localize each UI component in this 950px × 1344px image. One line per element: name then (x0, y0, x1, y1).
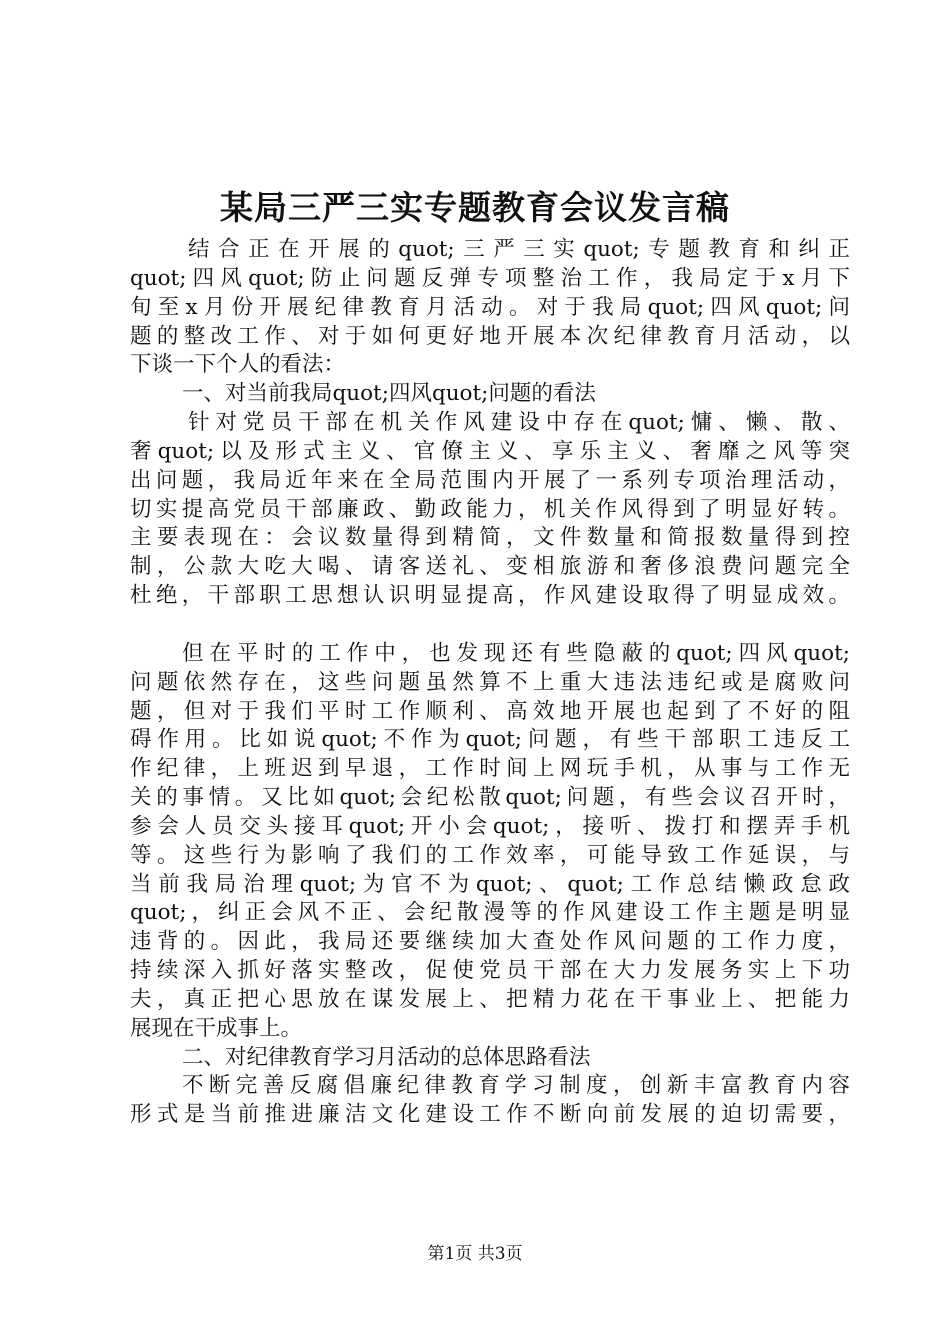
body-line: 旬至x月份开展纪律教育月活动。对于我局quot;四风quot;问 (130, 294, 850, 320)
body-line: 题，但对于我们平时工作顺利、高效地开展也起到了不好的阻 (130, 698, 850, 724)
body-line: 关的事情。又比如quot;会纪松散quot;问题，有些会议召开时， (130, 785, 850, 811)
body-line: 结合正在开展的quot;三严三实quot;专题教育和纠正 (188, 237, 850, 262)
body-line: 奢quot;以及形式主义、官僚主义、享乐主义、奢靡之风等突 (130, 438, 850, 464)
body-line: 题的整改工作、对于如何更好地开展本次纪律教育月活动，以 (130, 323, 850, 349)
body-line: 制，公款大吃大喝、请客送礼、变相旅游和奢侈浪费问题完全 (130, 554, 850, 580)
document-body (130, 236, 850, 1130)
body-line: 当前我局治理quot;为官不为quot;、quot;工作总结懒政怠政 (130, 871, 850, 897)
body-line: 形式是当前推进廉洁文化建设工作不断向前发展的迫切需要， (130, 1102, 850, 1128)
body-line: 参会人员交头接耳quot;开小会quot;，接听、拨打和摆弄手机 (130, 813, 850, 839)
body-line: quot;四风quot;防止问题反弹专项整治工作，我局定于x月下 (130, 265, 850, 291)
body-line: 切实提高党员干部廉政、勤政能力，机关作风得到了明显好转。 (130, 496, 850, 522)
body-line: 问题依然存在，这些问题虽然算不上重大违法违纪或是腐败问 (130, 669, 850, 695)
body-line: 违背的。因此，我局还要继续加大查处作风问题的工作力度， (130, 929, 850, 955)
body-line: 主要表现在：会议数量得到精简，文件数量和简报数量得到控 (130, 525, 850, 551)
body-line: 下谈一下个人的看法： (130, 352, 346, 378)
body-line: 持续深入抓好落实整改，促使党员干部在大力发展务实上下功 (130, 958, 850, 984)
document-title: 某局三严三实专题教育会议发言稿 (220, 188, 730, 227)
body-line: 针对党员干部在机关作风建设中存在quot;慵、懒、散、 (188, 410, 850, 436)
body-line: 展现在干成事上。 (130, 1015, 303, 1041)
body-line: 杜绝，干部职工思想认识明显提高，作风建设取得了明显成效。 (130, 583, 850, 609)
body-line: 夫，真正把心思放在谋发展上、把精力花在干事业上、把能力 (130, 986, 850, 1012)
body-line: 作纪律，上班迟到早退，工作时间上网玩手机，从事与工作无 (130, 756, 850, 782)
body-line: 等。这些行为影响了我们的工作效率，可能导致工作延误，与 (130, 842, 850, 868)
body-line: 出问题，我局近年来在全局范围内开展了一系列专项治理活动， (130, 467, 850, 493)
body-line: quot;，纠正会风不正、会纪散漫等的作风建设工作主题是明显 (130, 900, 850, 926)
section-heading-1: 一、对当前我局quot;四风quot;问题的看法 (182, 381, 596, 407)
paragraph-gap (130, 611, 850, 640)
body-line: 但在平时的工作中，也发现还有些隐蔽的quot;四风quot; (182, 640, 850, 666)
body-line: 碍作用。比如说quot;不作为quot;问题，有些干部职工违反工 (130, 727, 850, 753)
body-line: 不断完善反腐倡廉纪律教育学习制度，创新丰富教育内容 (182, 1073, 850, 1099)
page-number-footer: 第1页 共3页 (427, 1244, 523, 1264)
section-heading-2: 二、对纪律教育学习月活动的总体思路看法 (182, 1044, 591, 1070)
